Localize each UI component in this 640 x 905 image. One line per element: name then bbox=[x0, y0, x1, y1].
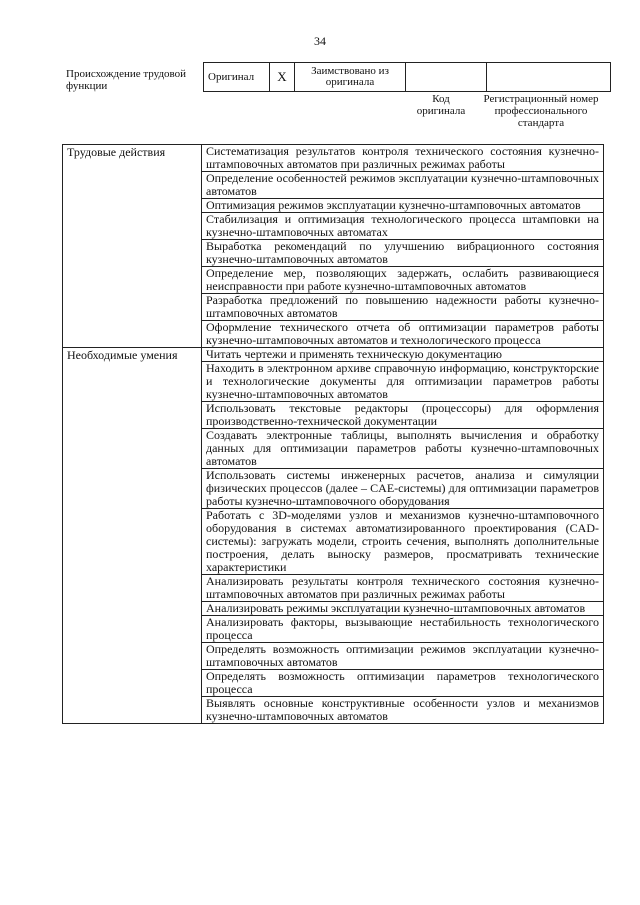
list-item: Создавать электронные таблицы, выполнять вычисления и обработку данных для оптимизации параметров работы кузнечно-штамповочных автоматов bbox=[202, 429, 604, 469]
borrowed-cell: Заимствовано из оригинала bbox=[295, 63, 406, 92]
list-item: Находить в электронном архиве справочную информацию, конструкторские и технологические документы для оптимизации параметров работы кузнечно-штамповочных автоматов bbox=[202, 362, 604, 402]
function-table bbox=[62, 144, 604, 724]
code-cell bbox=[406, 63, 487, 92]
origin-label: Происхождение трудовой функции bbox=[66, 68, 187, 92]
list-item: Работать с 3D-моделями узлов и механизмов кузнечно-штамповочного оборудования в системах автоматизированного проектирования (CAD-системы): загружать модели, строить сечения, выполнять дополнительные построения, делать выноску размеров, просматривать технические характеристики bbox=[202, 509, 604, 575]
list-item: Оформление технического отчета об оптимизации параметров работы кузнечно-штамповочных автоматов и технологического процесса bbox=[202, 321, 604, 348]
list-item: Использовать текстовые редакторы (процессоры) для оформления производственно-технической документации bbox=[202, 402, 604, 429]
list-item: Анализировать факторы, вызывающие нестабильность технологического процесса bbox=[202, 616, 604, 643]
list-item: Выявлять основные конструктивные особенности узлов и механизмов кузнечно-штамповочных автоматов bbox=[202, 697, 604, 724]
page-number: 34 bbox=[314, 34, 326, 48]
list-item: Выработка рекомендаций по улучшению вибрационного состояния кузнечно-штамповочных автоматов bbox=[202, 240, 604, 267]
list-item: Определение особенностей режимов эксплуатации кузнечно-штамповочных автоматов bbox=[202, 172, 604, 199]
table-row bbox=[63, 145, 604, 172]
list-item: Читать чертежи и применять техническую документацию bbox=[202, 348, 604, 362]
list-item: Оптимизация режимов эксплуатации кузнечно-штамповочных автоматов bbox=[202, 199, 604, 213]
list-item: Определять возможность оптимизации режимов эксплуатации кузнечно-штамповочных автоматов bbox=[202, 643, 604, 670]
section-title: Трудовые действия bbox=[63, 145, 202, 348]
original-cell: Оригинал bbox=[204, 63, 270, 92]
list-item: Определять возможность оптимизации параметров технологического процесса bbox=[202, 670, 604, 697]
list-item: Разработка предложений по повышению надежности работы кузнечно-штамповочных автоматов bbox=[202, 294, 604, 321]
list-item: Анализировать режимы эксплуатации кузнечно-штамповочных автоматов bbox=[202, 602, 604, 616]
list-item: Использовать системы инженерных расчетов, анализа и симуляции физических процессов (далее – CAE-системы) для оптимизации параметров работы кузнечно-штамповочного оборудования bbox=[202, 469, 604, 509]
list-item: Стабилизация и оптимизация технологического процесса штамповки на кузнечно-штамповочных автоматах bbox=[202, 213, 604, 240]
list-item: Систематизация результатов контроля технического состояния кузнечно-штамповочных автоматов при различных режимах работы bbox=[202, 145, 604, 172]
list-item: Определение мер, позволяющих задержать, ослабить развивающиеся неисправности при работе кузнечно-штамповочных автоматов bbox=[202, 267, 604, 294]
table-row bbox=[63, 348, 604, 362]
original-mark: X bbox=[270, 63, 295, 92]
list-item: Анализировать результаты контроля технического состояния кузнечно-штамповочных автоматов при различных режимах работы bbox=[202, 575, 604, 602]
origin-table bbox=[203, 62, 611, 92]
code-caption: Код оригинала bbox=[416, 93, 466, 117]
section-title: Необходимые умения bbox=[63, 348, 202, 724]
reg-number-cell bbox=[487, 63, 611, 92]
reg-caption: Регистрационный номер профессионального стандарта bbox=[483, 93, 599, 129]
